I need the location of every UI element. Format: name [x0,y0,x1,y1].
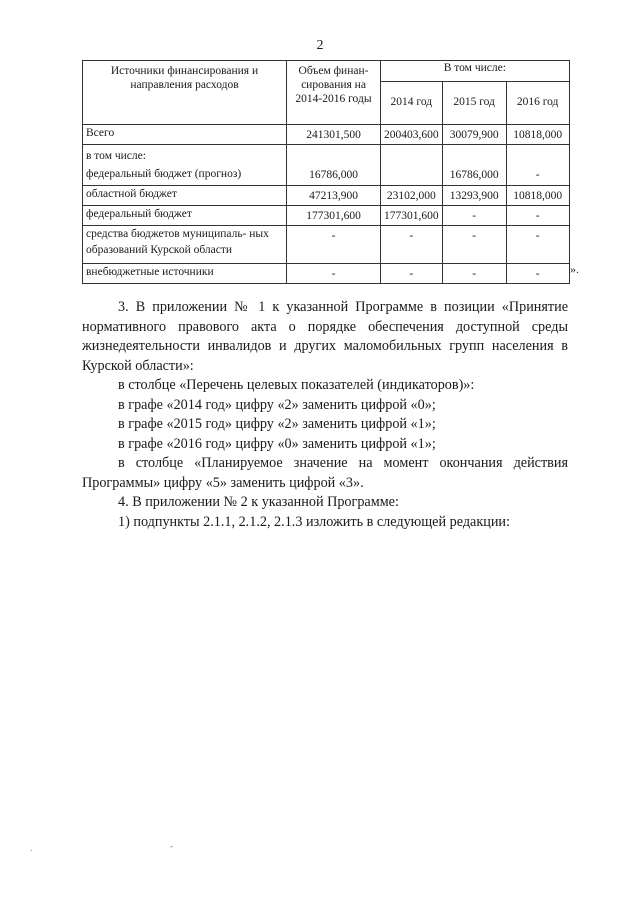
paragraph-subitems: 1) подпункты 2.1.1, 2.1.2, 2.1.3 изложить в следующей редакции: [118,513,510,530]
paragraph-column-indicators: в столбце «Перечень целевых показателей (индикаторов)»: [118,377,475,393]
row-label: федеральный бюджет (прогноз) [83,166,287,186]
cell-2016: - [506,206,569,226]
row-label: Всего [83,125,287,145]
header-year-2015: 2015 год [442,82,506,125]
cell-2014 [381,166,443,186]
header-source: Источники финансирования и направления расходов [83,61,287,125]
table-row [83,145,570,166]
cell-2015: 30079,900 [442,125,506,145]
row-label: внебюджетные источники [83,264,287,284]
cell-2016: - [506,166,569,186]
table-row [83,264,570,284]
page-number: 2 [316,38,324,53]
table-row [83,166,570,186]
cell-2014: - [381,264,443,284]
cell-2014 [381,145,443,166]
header-including: В том числе: [381,61,570,82]
row-label: в том числе: [83,145,287,166]
cell-total: 47213,900 [287,186,381,206]
cell-2014: 177301,600 [381,206,443,226]
cell-2016: - [506,264,569,284]
paragraph-2016: в графе «2016 год» цифру «0» заменить цифрой «1»; [118,435,436,452]
cell-2016: 10818,000 [506,125,569,145]
cell-2014: - [381,226,443,264]
paragraph-2015: в графе «2015 год» цифру «2» заменить цифрой «1»; [118,416,436,432]
table-row [83,226,570,264]
scan-mark: . [30,843,33,853]
cell-2016: 10818,000 [506,186,569,206]
paragraph-3: 3. В приложении № 1 к указанной Программе в позиции «Принятие нормативного правового акта о порядке обеспечения доступной среды жизнедеятельности инвалидов и других маломобильных групп населения в Курской области»: [82,299,568,374]
body-text [82,298,568,532]
header-year-2014: 2014 год [381,82,443,125]
cell-2015: - [442,206,506,226]
cell-total: - [287,226,381,264]
cell-2014: 23102,000 [381,186,443,206]
row-label: федеральный бюджет [83,206,287,226]
cell-2016: - [506,226,569,264]
cell-2015 [442,145,506,166]
cell-2015: 16786,000 [442,166,506,186]
table-header-row [83,61,570,82]
paragraph-4: 4. В приложении № 2 к указанной Программе: [118,494,399,510]
cell-2015: - [442,226,506,264]
cell-total: 241301,500 [287,125,381,145]
cell-2016 [506,145,569,166]
scan-mark: - [170,841,173,851]
table-row [83,125,570,145]
cell-total: - [287,264,381,284]
header-volume: Объем финан- сирования на 2014-2016 годы [287,61,381,125]
paragraph-2014: в графе «2014 год» цифру «2» заменить цифрой «0»; [118,396,436,413]
cell-total: 16786,000 [287,166,381,186]
header-year-2016: 2016 год [506,82,569,125]
closing-quote: ». [570,262,579,276]
cell-total: 177301,600 [287,206,381,226]
paragraph-planned-value: в столбце «Планируемое значение на момент окончания действия Программы» цифру «5» заменить цифрой «3». [82,455,568,491]
cell-total [287,145,381,166]
table-row [83,186,570,206]
cell-2015: - [442,264,506,284]
row-label: средства бюджетов муниципаль- ных образований Курской области [83,226,287,264]
row-label: областной бюджет [83,186,287,206]
financing-table [82,60,570,284]
cell-2014: 200403,600 [381,125,443,145]
table-row [83,206,570,226]
cell-2015: 13293,900 [442,186,506,206]
